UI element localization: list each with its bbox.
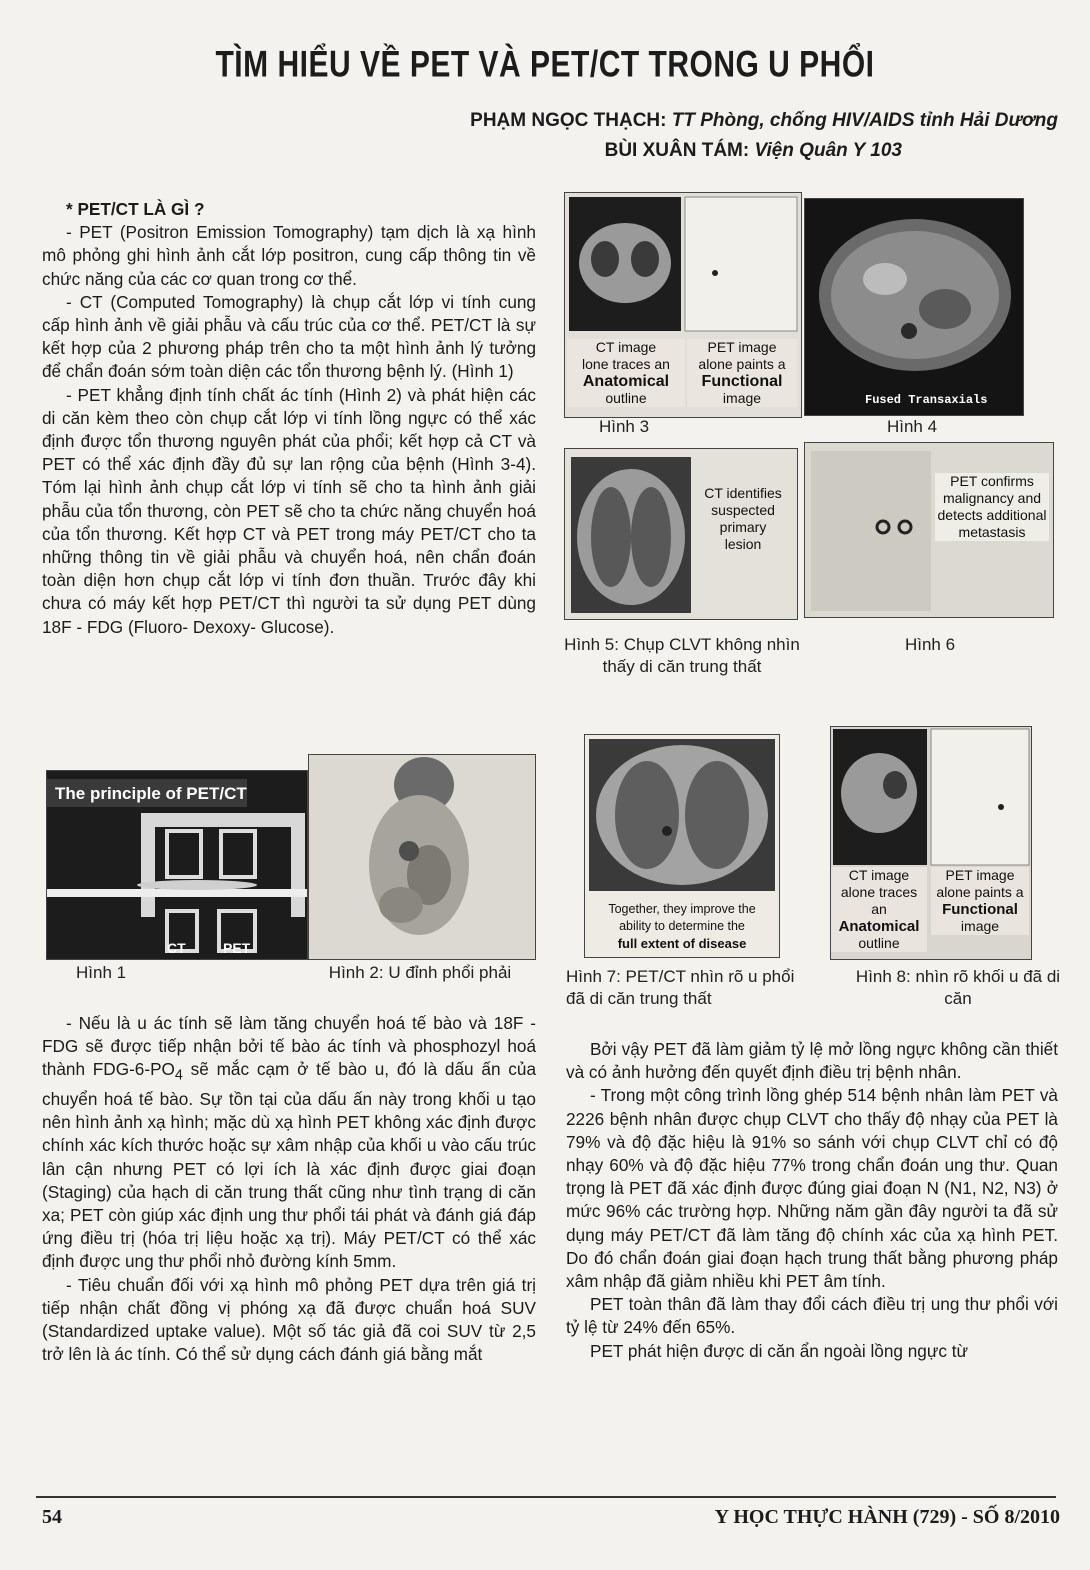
figure-8-image: [830, 726, 1032, 960]
label-line: PET image: [945, 867, 1015, 883]
figure-1-banner: The principle of PET/CT: [55, 784, 247, 803]
label-line: Together, they improve the: [608, 902, 756, 916]
left-column-bottom: [42, 1012, 536, 1366]
paragraph: - PET (Positron Emission Tomography) tạm dịch là xạ hình mô phỏng ghi hình ảnh cắt lớp positron, cung cấp thông tin về chức năng của các cơ quan trong cơ thể.: [42, 222, 536, 289]
pet-confirms-label: [935, 473, 1049, 541]
label-line: image: [722, 390, 762, 406]
fused-overlay-text: Fused Transaxials: [865, 393, 988, 407]
label-line: CT image: [848, 867, 910, 883]
label-line: detects additional: [937, 507, 1047, 523]
paragraph: - Tiêu chuẩn đối với xạ hình mô phỏng PET dựa trên giá trị tiếp nhận chất đồng vị phóng xạ đã được chuẩn hoá SUV (Standardized uptake value). Một số tác giả đã coi SUV từ 2,5 trở lên là ác tính. Có thể sử dụng cách đánh giá bằng mắt: [42, 1274, 536, 1365]
page-number: 54: [42, 1506, 62, 1528]
figure-3-caption: Hình 3: [598, 417, 650, 436]
author-line-1: [470, 110, 1058, 132]
label-line: outline: [858, 935, 900, 951]
text-run: sẽ mắc cạm ở tế bào u, đó là dấu ấn của chuyển hoá tế bào. Sự tồn tại của dấu ấn này trong khối u tạo nên hình ảnh xạ hình; mặc dù xạ hình PET không xác định được chính xác kích thước hoặc sự xâm nhập của khối u vào cấu trúc lân cận nhưng PET có lợi ích là xác định được giai đoạn (Staging) của hạch di căn trung thất cũng như tình trạng di căn xa; PET còn giúp xác định ung thư phổi tái phát và đánh giá đáp ứng điều trị (hóa trị liệu hoặc xạ trị). Máy PET/CT có thể xác định được ung thư phổi nhỏ đường kính 5mm.: [42, 1059, 537, 1272]
figure-2-image: [308, 754, 536, 960]
left-column-top: [42, 198, 536, 639]
label-line: ability to determine the: [619, 919, 745, 933]
paragraph: PET phát hiện được di căn ẩn ngoài lồng ngực từ: [590, 1340, 968, 1361]
label-line: outline: [605, 390, 647, 406]
ct-label: CT: [167, 940, 186, 956]
label-line: Functional: [701, 373, 783, 390]
label-line: CT identifies: [704, 485, 782, 501]
figure-2-caption: Hình 2: U đỉnh phổi phải: [328, 963, 512, 982]
figure-4-caption: Hình 4: [886, 417, 938, 436]
ct-image-label: [567, 339, 685, 407]
paragraph: - CT (Computed Tomography) là chụp cắt lớp vi tính cung cấp hình ảnh về giải phẫu và cấu trúc của cơ thể. PET/CT là sự kết hợp của 2 phương pháp trên cho ta một hình ảnh lý tưởng để chẩn đoán sớm toàn diện các tổn thương bệnh lý. (Hình 1): [42, 291, 536, 382]
footer-rule: [36, 1496, 1056, 1498]
figure-8-caption: Hình 8: nhìn rõ khối u đã di căn: [855, 967, 1061, 1008]
ct-pet-abdomen-image: [831, 727, 1031, 867]
label-line: Anatomical: [582, 373, 670, 390]
ct-identifies-label: [695, 485, 791, 553]
section-heading: * PET/CT LÀ GÌ ?: [66, 199, 205, 219]
paragraph: - PET khẳng định tính chất ác tính (Hình 2) và phát hiện các di căn kèm theo còn chụp cắt lớp vi tính lồng ngực có thể xác định được tổn thương nguyên phát của phổi; kết hợp cả CT và PET có thể xác định đầy đủ sự lan rộng của bệnh (Hình 3-4). Tóm lại hình ảnh chụp cắt lớp vi tính sẽ cho ta hình ảnh giải phẫu của tổn thương, còn PET sẽ cho ta chức năng chuyển hoá của tổn thương. Kết hợp CT và PET trong máy PET/CT cho ta những thông tin về giải phẫu và chuyển hoá, nên chẩn đoán toàn diện hơn chụp cắt lớp vi tính đơn thuần. Trước đây khi chưa có máy kết hợp PET/CT thì người ta sử dụng PET dùng 18F - FDG (Fluoro- Dexoxy- Glucose).: [42, 384, 536, 637]
label-line: lesion: [724, 536, 762, 552]
label-line: PET confirms: [950, 473, 1034, 489]
author-name: BÙI XUÂN TÁM:: [604, 140, 750, 161]
label-line: malignancy and: [942, 490, 1042, 506]
figure-1-image: [46, 770, 308, 960]
label-line: primary: [719, 519, 767, 535]
article-title: TÌM HIỂU VỀ PET VÀ PET/CT TRONG U PHỔI: [215, 44, 875, 86]
journal-name: Y HỌC THỰC HÀNH (729) - SỐ 8/2010: [714, 1506, 1060, 1528]
figure-4-image: [804, 198, 1024, 416]
label-line: full extent of disease: [617, 936, 747, 951]
label-line: an: [871, 901, 887, 917]
label-line: alone paints a: [936, 884, 1024, 900]
together-label: [585, 901, 779, 952]
figure-6-caption: Hình 6: [904, 635, 956, 654]
label-line: alone traces: [840, 884, 918, 900]
pet-image-label: [931, 867, 1029, 935]
figure-1-caption: Hình 1: [76, 963, 127, 982]
paragraph: PET toàn thân đã làm thay đổi cách điều trị ung thư phổi với tỷ lệ từ 24% đến 65%.: [566, 1294, 1058, 1338]
label-line: suspected: [711, 502, 775, 518]
label-line: image: [960, 918, 1000, 934]
fused-transaxial-image: [805, 199, 1023, 415]
ct-image-label: [831, 867, 927, 952]
paragraph: Bởi vậy PET đã làm giảm tỷ lệ mở lồng ngực không cần thiết và có ảnh hưởng đến quyết định điều trị bệnh nhân.: [566, 1039, 1058, 1083]
figure-6-image: [804, 442, 1054, 618]
subscript: 4: [174, 1067, 183, 1084]
author-name: PHẠM NGỌC THẠCH:: [470, 110, 667, 131]
pet-ct-lung-image: [585, 735, 779, 895]
label-line: CT image: [595, 339, 657, 355]
label-line: PET image: [707, 339, 777, 355]
text-run: - Nếu là u ác tính sẽ làm tăng chuyển hoá tế bào và 18F -FDG sẽ được tiếp nhận bởi tế bào ác tính và phosphozyl hoá thành FDG-6-PO: [42, 1013, 536, 1080]
figure-5-image: [564, 448, 798, 620]
pet-scan-image: [309, 755, 535, 959]
paragraph: - Trong một công trình lồng ghép 514 bệnh nhân làm PET và 2226 bệnh nhân được chụp CLVT cho thấy độ nhạy của PET là 79% và độ đặc hiệu là 91% so sánh với chụp CLVT chỉ có độ nhạy 60% và độ đặc hiệu 77% trong chẩn đoán ung thư. Quan trọng là PET đã xác định được đúng giai đoạn N (N1, N2, N3) ở mức 96% các trường hợp. Những năm gần đây người ta đã sử dụng máy PET/CT đã làm tăng độ chính xác của xạ hình PET. Do đó chẩn đoán giai đoạn hạch trung thất bằng phương pháp xâm nhập đã giảm nhiều khi PET âm tính.: [566, 1085, 1058, 1292]
pet-image-label: [687, 339, 797, 407]
paragraph: [42, 1012, 536, 1274]
author-affiliation: Viện Quân Y 103: [754, 140, 902, 161]
label-line: Anatomical: [838, 918, 920, 935]
pet-label: PET: [223, 940, 251, 956]
figure-7-image: [584, 734, 780, 958]
figure-7-caption: Hình 7: PET/CT nhìn rõ u phổi đã di căn trung thất: [566, 967, 795, 1008]
figure-5-caption: Hình 5: Chụp CLVT không nhìn thấy di căn trung thất: [564, 635, 800, 676]
label-line: alone paints a: [698, 356, 786, 372]
right-column-bottom: [566, 1038, 1058, 1363]
author-line-2: [605, 140, 902, 162]
label-line: lone traces an: [582, 356, 670, 372]
figure-3-image: [564, 192, 802, 418]
pet-ct-diagram: [47, 771, 307, 959]
author-affiliation: TT Phòng, chống HIV/AIDS tỉnh Hải Dương: [671, 110, 1058, 131]
label-line: metastasis: [958, 524, 1026, 540]
label-line: Functional: [942, 901, 1018, 918]
